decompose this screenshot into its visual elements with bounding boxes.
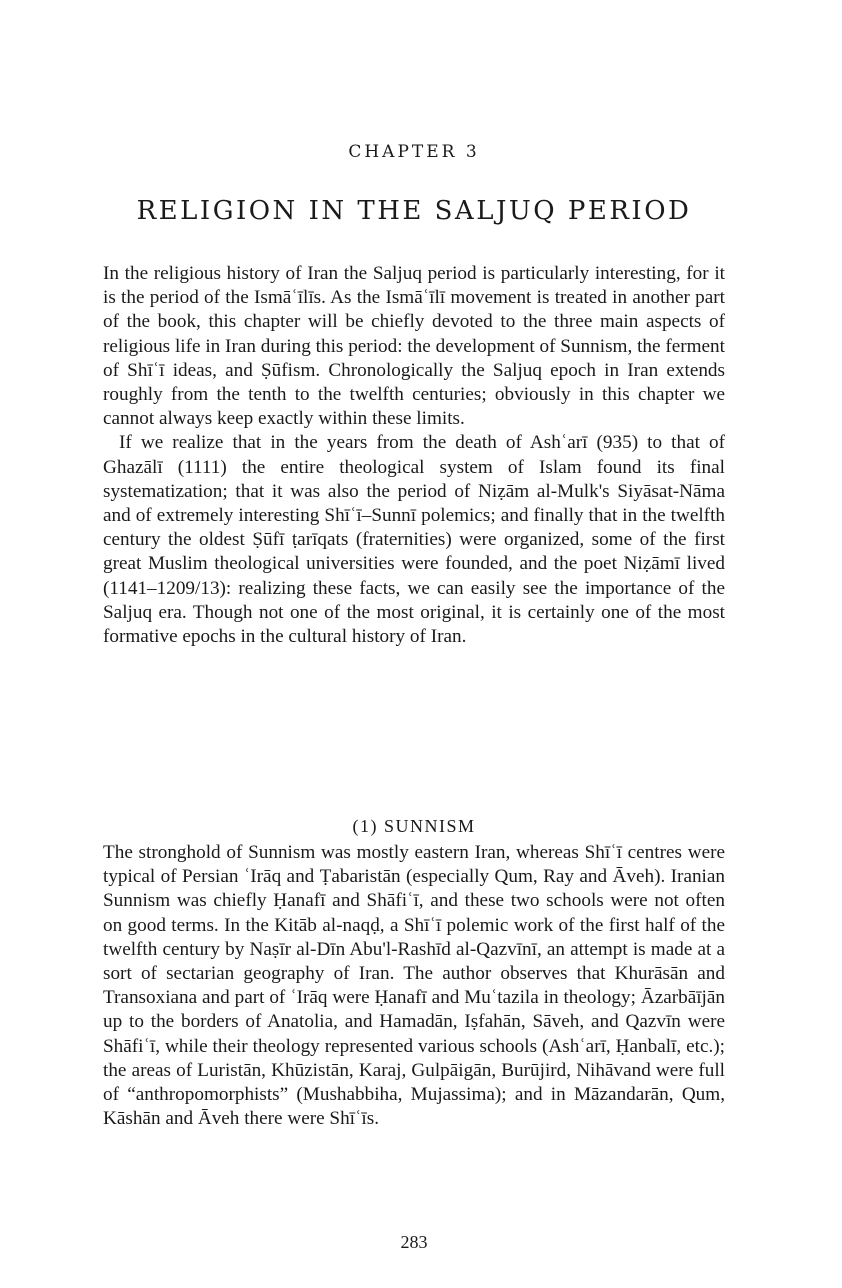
book-page [103,0,725,1288]
chapter-title: RELIGION IN THE SALJUQ PERIOD [136,196,692,226]
chapter-label: CHAPTER 3 [348,142,480,162]
intro-section [103,262,725,649]
section-title: SUNNISM [383,816,476,836]
section-heading [103,816,725,837]
section-number: (1) [352,816,378,836]
paragraph-intro-2: If we realize that in the years from the death of Ashʿarī (935) to that of Ghazālī (1111) the entire theological system of Islam found its final systematization; that it was also the period of Niẓām al-Mulk's Siyāsat-Nāma and of extremely interesting Shīʿī–Sunnī polemics; and finally that in the twelfth century the oldest Ṣūfī ṭarīqats (fraternities) were organized, some of the first great Muslim theological universities were founded, and the poet Niẓāmī lived (1141–1209/13): realizing these facts, we can easily see the importance of the Saljuq era. Though not one of the most original, it is certainly one of the most formative epochs in the cultural history of Iran. [103,432,725,648]
paragraph-intro-1: In the religious history of Iran the Saljuq period is particularly interesting, for it is the period of the Ismāʿīlīs. As the Ismāʿīlī movement is treated in another part of the book, this chapter will be chiefly devoted to the three main aspects of religious life in Iran during this period: the development of Sunnism, the ferment of Shīʿī ideas, and Ṣūfism. Chronologically the Saljuq epoch in Iran extends roughly from the tenth to the twelfth centuries; obviously in this chapter we cannot always keep exactly within these limits. [103,263,725,430]
sunnism-section [103,841,725,1131]
paragraph-sunnism-1: The stronghold of Sunnism was mostly eastern Iran, whereas Shīʿī centres were typical of Persian ʿIrāq and Ṭabaristān (especially Qum, Ray and Āveh). Iranian Sunnism was chiefly Ḥanafī and Shāfiʿī, and these two schools were not often on good terms. In the Kitāb al-naqḍ, a Shīʿī polemic work of the first half of the twelfth century by Naṣīr al-Dīn Abu'l-Rashīd al-Qazvīnī, an attempt is made at a sort of sectarian geography of Iran. The author observes that Khurāsān and Transoxiana and part of ʿIrāq were Ḥanafī and Muʿtazila in theology; Āzarbāījān up to the borders of Anatolia, and Hamadān, Iṣfahān, Sāveh, and Qazvīn were Shāfiʿī, while their theology represented various schools (Ashʿarī, Ḥanbalī, etc.); the areas of Luristān, Khūzistān, Karaj, Gulpāigān, Burūjird, Nihāvand were full of “anthropomorphists” (Mushabbiha, Mujassima); and in Māzandarān, Qum, Kāshān and Āveh there were Shīʿīs. [103,842,725,1130]
page-number: 283 [400,1232,428,1252]
